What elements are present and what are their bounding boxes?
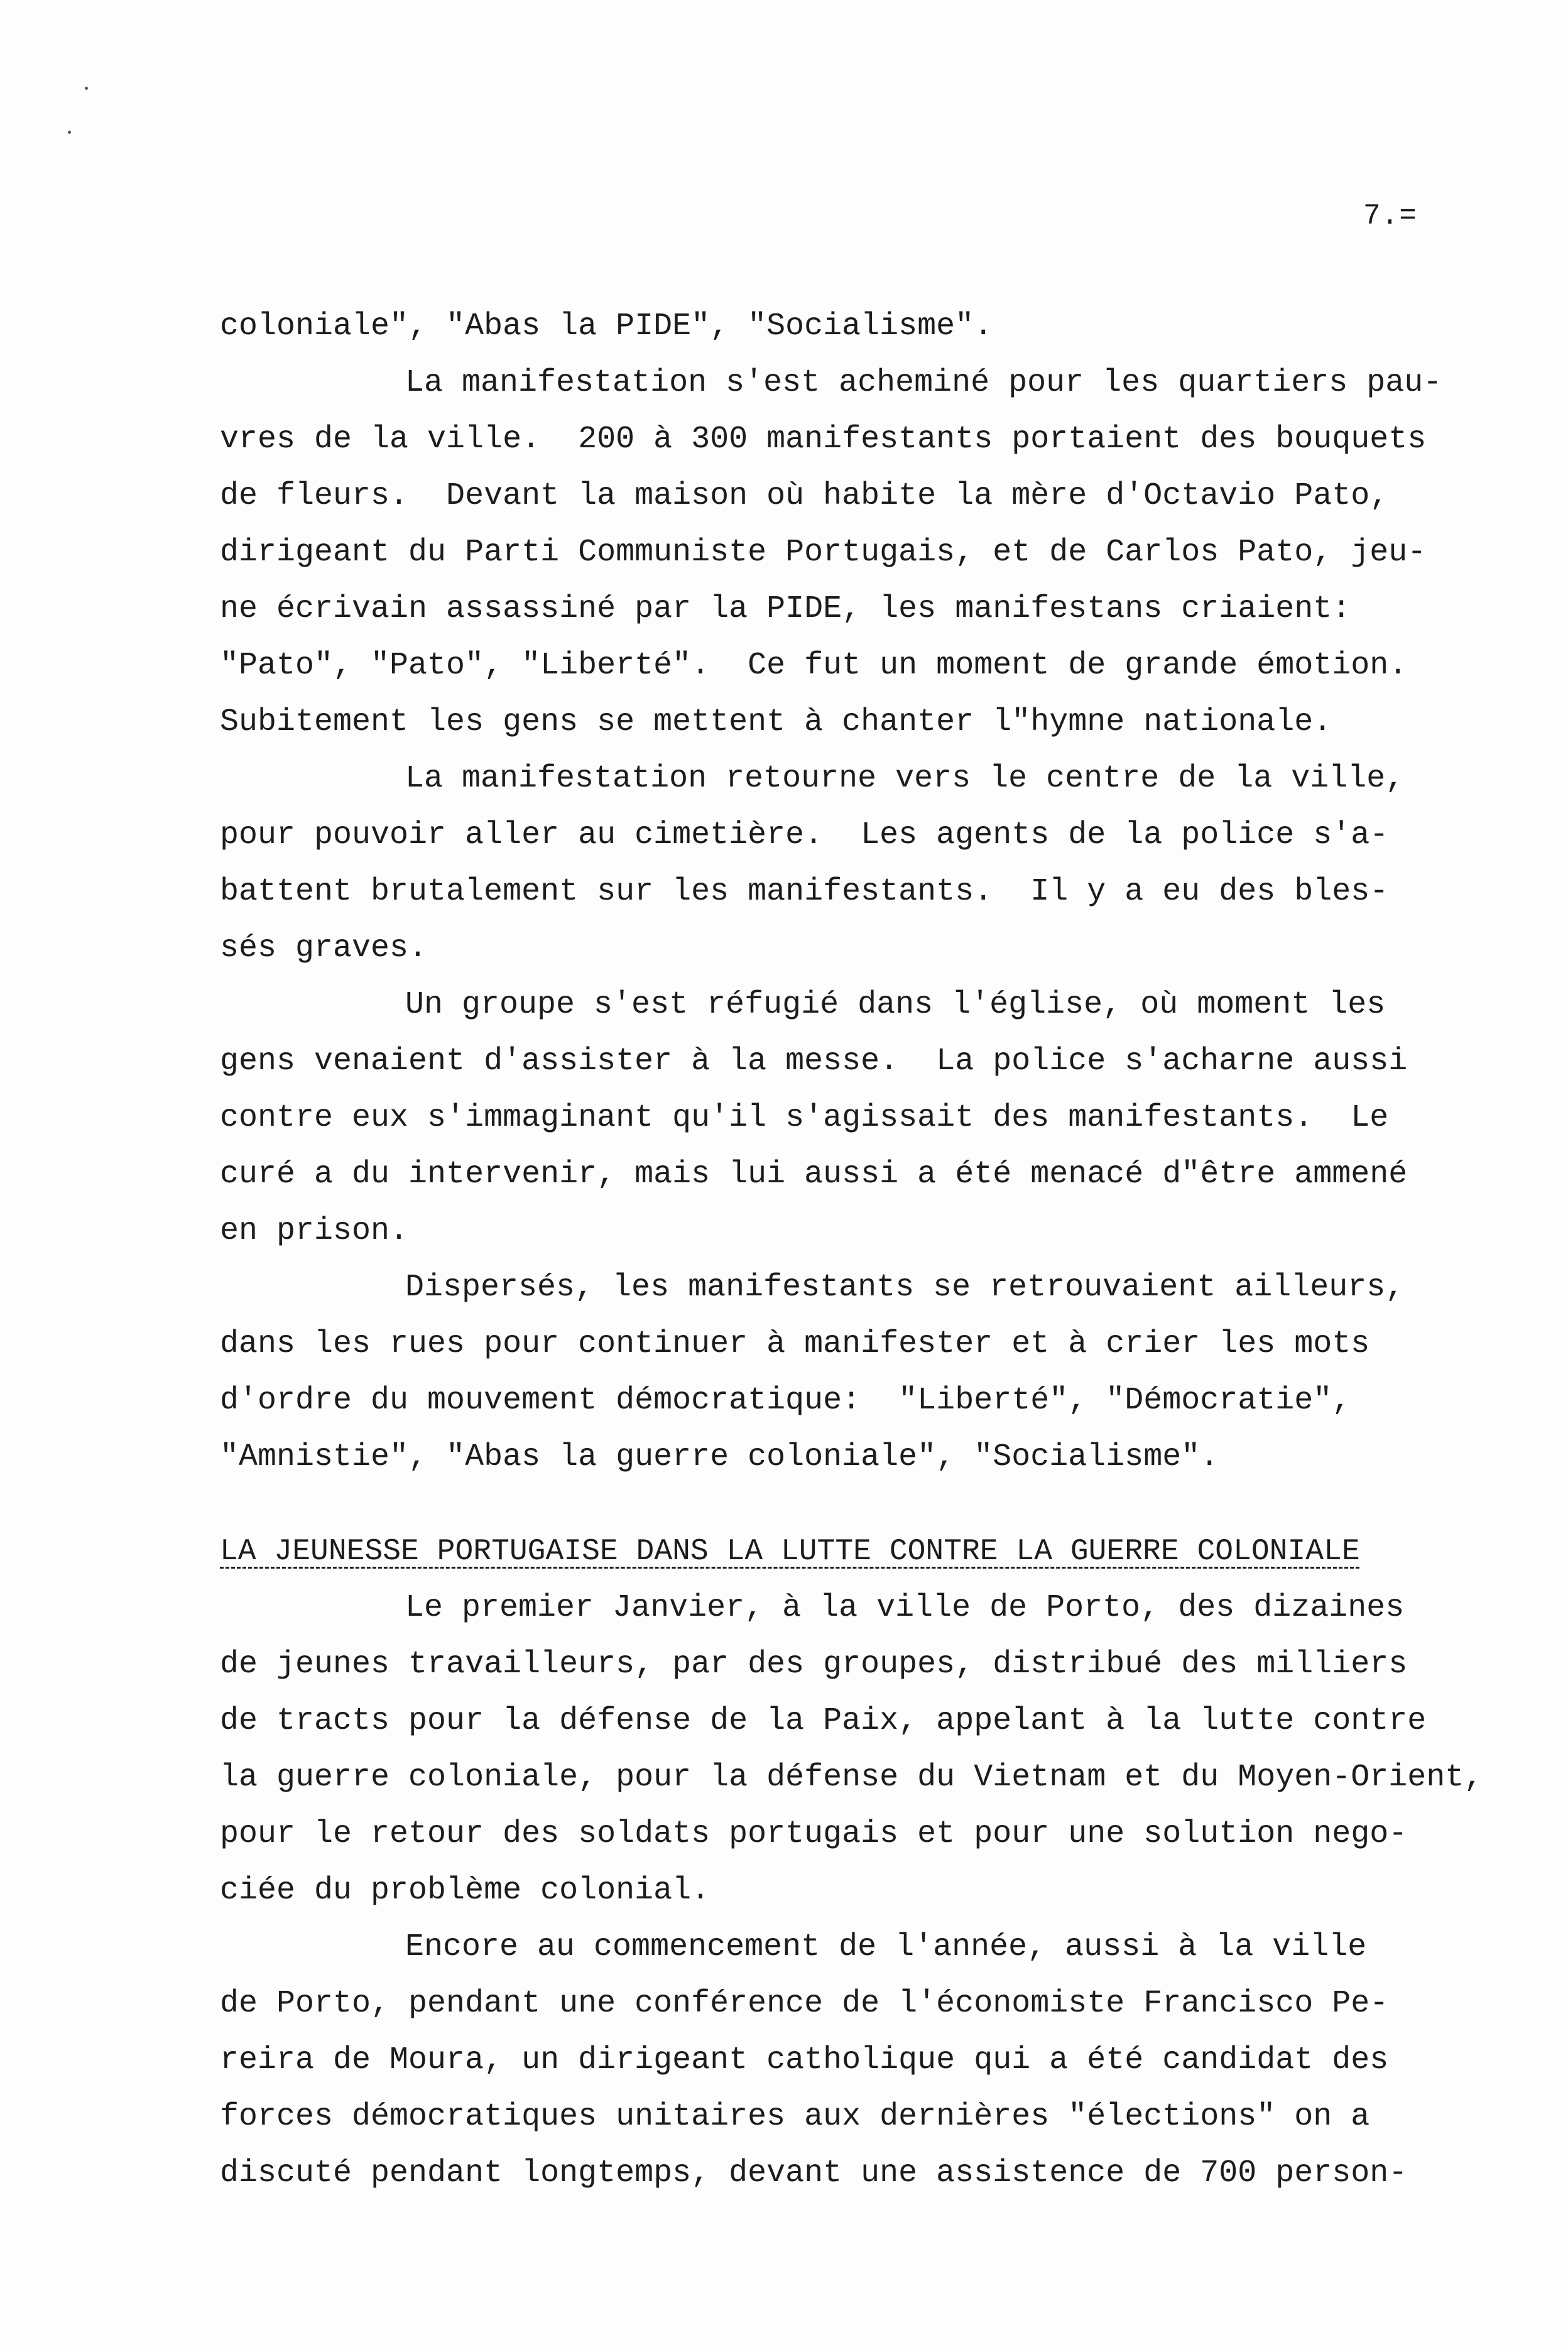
text-line: battent brutalement sur les manifestants. Il y a eu des bles- xyxy=(220,874,1389,910)
text-line: La manifestation s'est acheminé pour les quartiers pau- xyxy=(405,365,1442,401)
text-line: ne écrivain assassiné par la PIDE, les manifestans criaient: xyxy=(220,591,1351,627)
text-line: de tracts pour la défense de la Paix, appelant à la lutte contre xyxy=(220,1703,1427,1739)
text-line: Le premier Janvier, à la ville de Porto, des dizaines xyxy=(405,1590,1405,1626)
paper-speck xyxy=(85,87,88,90)
text-line: Dispersés, les manifestants se retrouvaient ailleurs, xyxy=(405,1270,1405,1305)
text-line: contre eux s'immaginant qu'il s'agissait des manifestants. Le xyxy=(220,1100,1389,1136)
text-line: pour pouvoir aller au cimetière. Les agents de la police s'a- xyxy=(220,817,1389,853)
body-text xyxy=(220,298,1514,2202)
text-line: de fleurs. Devant la maison où habite la mère d'Octavio Pato, xyxy=(220,478,1389,514)
paper-speck xyxy=(68,131,71,134)
text-line: Encore au commencement de l'année, aussi à la ville xyxy=(405,1929,1367,1965)
text-line: forces démocratiques unitaires aux dernières "élections" on a xyxy=(220,2099,1370,2135)
text-line: en prison. xyxy=(220,1213,409,1249)
text-line: discuté pendant longtemps, devant une assistence de 700 person- xyxy=(220,2155,1408,2191)
text-line: "Pato", "Pato", "Liberté". Ce fut un moment de grande émotion. xyxy=(220,648,1408,683)
text-line: reira de Moura, un dirigeant catholique qui a été candidat des xyxy=(220,2042,1389,2078)
text-line: "Amnistie", "Abas la guerre coloniale", "Socialisme". xyxy=(220,1439,1219,1475)
text-line: gens venaient d'assister à la messe. La police s'acharne aussi xyxy=(220,1043,1408,1079)
text-line: vres de la ville. 200 à 300 manifestants portaient des bouquets xyxy=(220,422,1427,457)
text-line: ciée du problème colonial. xyxy=(220,1873,710,1908)
text-line: pour le retour des soldats portugais et pour une solution nego- xyxy=(220,1816,1408,1852)
text-line: d'ordre du mouvement démocratique: "Liberté", "Démocratie", xyxy=(220,1383,1351,1418)
section-heading: LA JEUNESSE PORTUGAISE DANS LA LUTTE CONTRE LA GUERRE COLONIALE xyxy=(220,1535,1360,1569)
page-number: 7.= xyxy=(1363,200,1417,232)
text-line: Subitement les gens se mettent à chanter l"hymne nationale. xyxy=(220,704,1332,740)
text-line: de jeunes travailleurs, par des groupes, distribué des milliers xyxy=(220,1647,1408,1682)
text-line: dans les rues pour continuer à manifester et à crier les mots xyxy=(220,1326,1370,1362)
text-line: sés graves. xyxy=(220,930,428,966)
text-line: la guerre coloniale, pour la défense du Vietnam et du Moyen-Orient, xyxy=(220,1760,1483,1795)
text-line: curé a du intervenir, mais lui aussi a été menacé d"être ammené xyxy=(220,1157,1408,1192)
text-line: dirigeant du Parti Communiste Portugais, et de Carlos Pato, jeu- xyxy=(220,535,1427,570)
text-line: coloniale", "Abas la PIDE", "Socialisme". xyxy=(220,308,993,344)
text-line: Un groupe s'est réfugié dans l'église, où moment les xyxy=(405,987,1386,1023)
text-line: de Porto, pendant une conférence de l'économiste Francisco Pe- xyxy=(220,1986,1389,2022)
text-line: La manifestation retourne vers le centre de la ville, xyxy=(405,761,1405,797)
